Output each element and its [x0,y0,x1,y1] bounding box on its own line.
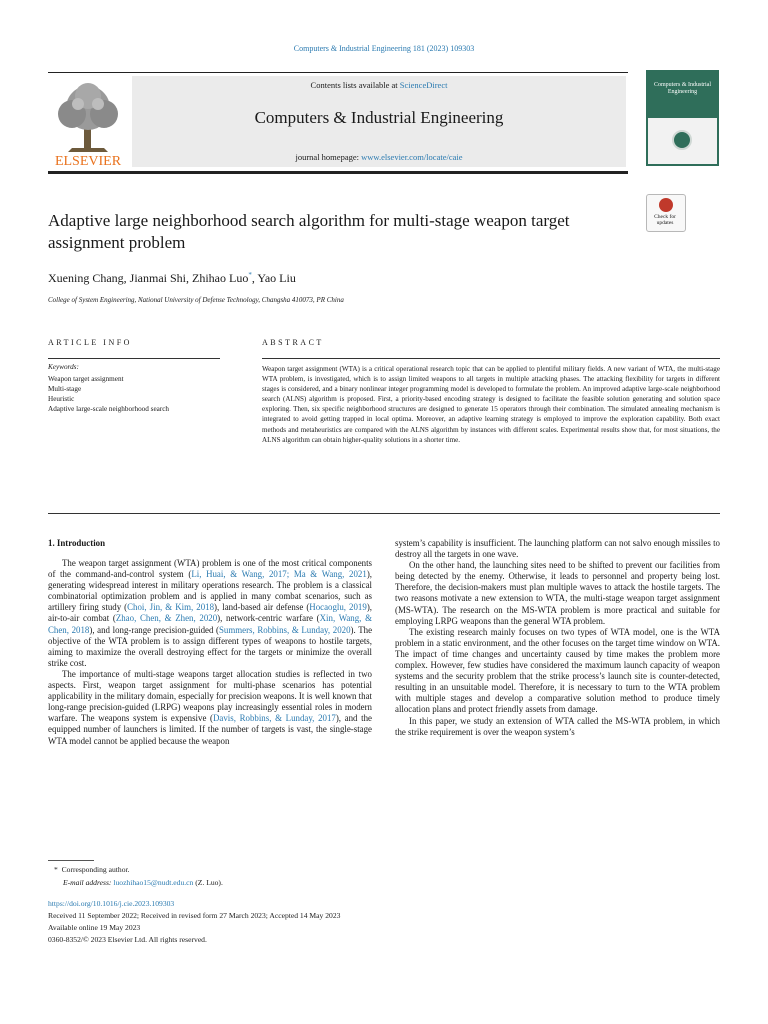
body-column-right [395,538,720,738]
paragraph-text: ), generating widespread interest in military operations research. The problem is a classical combinatorial optimization problem and is applied in many combat scenarios, such as artillery firing study ( [48,569,372,613]
received-dates: Received 11 September 2022; Received in revised form 27 March 2023; Accepted 14 May 2023 [48,911,341,920]
body-paragraph [395,716,720,738]
cover-seal-icon [672,130,692,150]
keyword: Weapon target assignment [48,375,124,383]
body-paragraph [395,560,720,627]
article-title: Adaptive large neighborhood search algorithm for multi-stage weapon target assignment problem [48,211,570,252]
body-paragraph [48,558,372,669]
author-name[interactable]: Yao Liu [257,271,296,285]
body-column-left [48,558,372,747]
keywords-label: Keywords: [48,363,79,371]
elsevier-tree-icon [48,78,128,168]
citation-link[interactable]: Hocaoglu, 2019 [309,602,367,613]
citation-link[interactable]: Davis, Robbins, & Lunday, 2017 [213,713,336,724]
corresponding-author-footnote [54,865,130,874]
doi-link[interactable]: https://doi.org/10.1016/j.cie.2023.109303 [48,899,175,908]
corresponding-author-mark[interactable]: * [248,271,252,279]
footnote-mark: * [54,865,58,874]
journal-title: Computers & Industrial Engineering [254,108,504,127]
paragraph-text: The existing research mainly focuses on two types of WTA model, one is the WTA problem in a static environment, and the other focuses on the target time window on WTA. The impact of time changes and uncertainty caused by time makes the problem more complex. However, few studies have considered the maximum launch capacity of weapon systems and the security problem that the strike process’s launch site is counter-detected, resulting in an unsuitable model. Therefore, it is necessary to turn to the WTA problem with multiple stages and develop a comparative solution method to produce timely allocation plans and protect friendly assets from damage. [395,626,720,715]
paragraph-text: In this paper, we study an extension of WTA called the MS-WTA problem, in which the strike requirement is over the weapon system’s [395,715,720,737]
abstract-heading: ABSTRACT [262,338,324,347]
citation-link[interactable]: Zhao, Chen, & Zhen, 2020 [115,613,218,624]
citation-link[interactable]: Summers, Robbins, & Lunday, 2020 [218,624,351,635]
keyword: Adaptive large-scale neighborhood search [48,405,170,413]
footnote-corresponding: Corresponding author. [61,865,130,874]
contents-line [132,80,626,90]
sciencedirect-link[interactable]: ScienceDirect [399,80,448,90]
check-updates-icon [659,198,673,212]
keyword: Multi-stage [48,385,82,393]
citation-link[interactable]: Xin, Wang, & Chen, 2018 [48,613,373,635]
cover-title: Computers & Industrial Engineering [654,82,711,95]
author-name[interactable]: Jianmai Shi [129,271,186,285]
paragraph-text: system’s capability is insufficient. The launching platform can not salvo enough missiles to destroy all the targets in one wave. [395,538,720,560]
journal-reference[interactable]: Computers & Industrial Engineering 181 (2023) 109303 [293,44,475,53]
email-suffix: (Z. Luo). [193,878,223,887]
footnote-rule [48,860,94,861]
copyright: 0360-8352/© 2023 Elsevier Ltd. All rights reserved. [48,935,207,944]
affiliation: College of System Engineering, National University of Defense Technology, Changsha 410073, PR China [48,296,344,304]
paragraph-text: ), network-centric warfare ( [217,613,320,624]
section-heading-introduction: 1. Introduction [48,538,106,548]
masthead-top-rule [48,72,628,73]
homepage-link[interactable]: www.elsevier.com/locate/caie [361,152,463,162]
author-name[interactable]: Zhihao Luo [192,271,249,285]
article-info-rule [48,358,220,359]
abstract-rule [262,358,720,359]
email-link[interactable]: luozhihao15@nudt.edu.cn [113,878,194,887]
abstract-text: Weapon target assignment (WTA) is a critical operational research topic that can be applied to plentiful military fields. A new variant of WTA, the multi-stage WTA problem, is investigated, which is to assign limited weapons to all targets in multiple attacking phases. The attacking flexibility for targets in different stages is considered, and a binary nonlinear integer programming model is developed to formulate the problem. An improved adaptive large-scale neighborhood search (ALNS) algorithm is proposed. First, a priority-based encoding strategy is designed to facilitate the feasible solution generating and solution space exploring. Then, six specific neighborhood structures are designed to generate 15 operators through their combination. The simulated annealing mechanism is integrated to avoid getting trapped in local optima. Moreover, an adaptive learning strategy is employed to improve the exploration capability. Both exact methods and metaheuristics are compared with the ALNS algorithm by instances with different scales. Experimental results show that, for most situations, the ALNS algorithm can obtain higher-quality solutions in a shorter time. [262,365,720,444]
check-updates-label: Check for updates [654,214,676,226]
paragraph-text: ). The objective of the WTA problem is to assign different types of weapons to hostile targets, aiming to maximize the overall destroying effect for the targets or minimize the overall strike cost. [48,624,373,668]
keyword: Heuristic [48,395,75,403]
article-info-heading: ARTICLE INFO [48,338,132,347]
author-list: Xuening Chang, Jianmai Shi, Zhihao Luo*, Yao Liu [48,271,296,285]
paragraph-text: ), and long-range precision-guided ( [89,624,219,635]
citation-link[interactable]: Li, Huai, & Wang, 2017; Ma & Wang, 2021 [191,569,367,580]
paragraph-text: The weapon target assignment (WTA) problem is one of the most critical components of the command-and-control system ( [48,558,372,580]
elsevier-wordmark: ELSEVIER [54,154,122,168]
journal-homepage-line [132,152,626,162]
email-label: E-mail address: [63,878,112,887]
citation-link[interactable]: Choi, Jin, & Kim, 2018 [127,602,215,613]
body-paragraph [395,627,720,716]
elsevier-logo [48,78,128,168]
body-paragraph [48,669,372,747]
email-footnote [63,878,223,887]
keywords-list [48,374,169,414]
masthead-bottom-rule [48,171,628,174]
paragraph-text: ), land-based air defense ( [214,602,310,613]
homepage-prefix: journal homepage: [295,152,362,162]
author-name[interactable]: Xuening Chang [48,271,124,285]
paragraph-text: The importance of multi-stage weapons target allocation studies is reflected in two aspects. First, weapon target assignment for multi-phase scenarios has potential applicability in the military domain, especially for precision weapons. It is well known that long-range precision-guided (LRPG) weapons play increasingly essential roles in modern warfare. The weapons system is expensive ( [48,668,372,724]
abstract-end-rule [48,513,720,514]
paragraph-text: On the other hand, the launching sites need to be shifted to prevent our facilities from being detected by the enemy. Otherwise, it leads to personnel and property being lost. Therefore, the decision-makers must plan multiple waves to attack the hostile targets. The two reasons motivate a new extension to WTA, the multi-stage weapon target assignment (MS-WTA). The research on the MS-WTA problem is more practical and suitable for employing LRPG weapons than the general WTA problem. [395,560,720,626]
body-paragraph [395,538,720,560]
available-online: Available online 19 May 2023 [48,923,141,932]
contents-prefix: Contents lists available at [310,80,400,90]
paragraph-text: ), air-to-air combat ( [48,602,372,624]
paragraph-text: ), and the equipped number of launchers is limited. If the number of targets is vast, the single-stage WTA model cannot be applied because the weapon [48,713,372,746]
